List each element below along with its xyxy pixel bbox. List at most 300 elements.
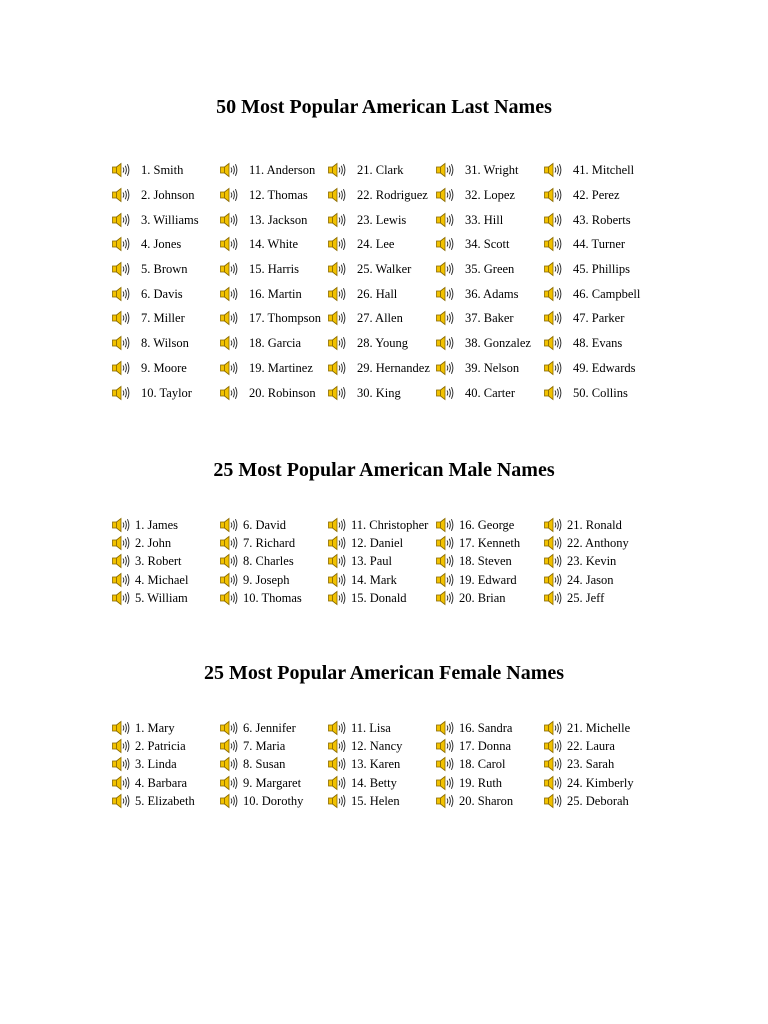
name-label: 5. William: [135, 590, 188, 605]
name-entry: [111, 792, 219, 810]
name-entry: [111, 356, 219, 381]
name-label: 2. Patricia: [135, 739, 186, 754]
name-entry: [435, 331, 543, 356]
name-label: 4. Barbara: [135, 775, 188, 790]
name-entry: [543, 232, 651, 257]
name-label: 43. Roberts: [573, 212, 631, 227]
name-entry: [111, 183, 219, 208]
name-label: 22. Anthony: [567, 536, 629, 551]
last-names-title: 50 Most Popular American Last Names: [216, 96, 552, 118]
speaker-icon[interactable]: [435, 572, 455, 588]
name-label: 42. Perez: [573, 188, 620, 203]
speaker-icon[interactable]: [327, 517, 347, 533]
speaker-icon[interactable]: [111, 187, 131, 203]
speaker-icon[interactable]: [435, 187, 455, 203]
name-entry: [543, 755, 651, 773]
name-entry: [219, 755, 327, 773]
speaker-icon[interactable]: [543, 162, 563, 178]
name-label: 9. Joseph: [243, 572, 290, 587]
name-entry: [327, 183, 435, 208]
speaker-icon[interactable]: [327, 590, 347, 606]
name-entry: [435, 737, 543, 755]
speaker-icon[interactable]: [435, 553, 455, 569]
name-label: 47. Parker: [573, 311, 625, 326]
name-label: 9. Margaret: [243, 775, 302, 790]
name-label: 17. Thompson: [249, 311, 321, 326]
name-label: 20. Robinson: [249, 385, 316, 400]
speaker-icon[interactable]: [111, 335, 131, 351]
speaker-icon[interactable]: [327, 738, 347, 754]
name-label: 27. Allen: [357, 311, 403, 326]
speaker-icon[interactable]: [327, 793, 347, 809]
name-label: 33. Hill: [465, 212, 504, 227]
name-entry: [111, 207, 219, 232]
name-label: 14. White: [249, 237, 299, 252]
speaker-icon[interactable]: [219, 553, 239, 569]
name-entry: [111, 719, 219, 737]
name-entry: [435, 571, 543, 589]
speaker-icon[interactable]: [327, 335, 347, 351]
name-label: 34. Scott: [465, 237, 510, 252]
speaker-icon[interactable]: [219, 793, 239, 809]
name-entry: [219, 306, 327, 331]
speaker-icon[interactable]: [327, 261, 347, 277]
speaker-icon[interactable]: [219, 738, 239, 754]
name-label: 38. Gonzalez: [465, 336, 531, 351]
speaker-icon[interactable]: [111, 261, 131, 277]
name-label: 29. Hernandez: [357, 360, 430, 375]
name-label: 10. Thomas: [243, 590, 302, 605]
name-label: 8. Susan: [243, 757, 286, 772]
speaker-icon[interactable]: [435, 738, 455, 754]
name-entry: [435, 207, 543, 232]
speaker-icon[interactable]: [219, 775, 239, 791]
name-entry: [111, 755, 219, 773]
name-entry: [543, 207, 651, 232]
name-entry: [543, 331, 651, 356]
speaker-icon[interactable]: [543, 793, 563, 809]
name-label: 12. Daniel: [351, 536, 404, 551]
name-entry: [435, 534, 543, 552]
name-entry: [111, 380, 219, 405]
name-entry: [111, 552, 219, 570]
name-label: 48. Evans: [573, 336, 623, 351]
speaker-icon[interactable]: [435, 212, 455, 228]
name-entry: [327, 207, 435, 232]
name-label: 3. Robert: [135, 554, 182, 569]
name-label: 1. Smith: [141, 163, 184, 178]
name-label: 13. Jackson: [249, 212, 308, 227]
speaker-icon[interactable]: [219, 720, 239, 736]
speaker-icon[interactable]: [219, 572, 239, 588]
name-label: 12. Thomas: [249, 188, 308, 203]
name-label: 9. Moore: [141, 360, 187, 375]
speaker-icon[interactable]: [111, 793, 131, 809]
speaker-icon[interactable]: [219, 335, 239, 351]
name-label: 15. Donald: [351, 590, 407, 605]
name-label: 11. Anderson: [249, 163, 316, 178]
name-entry: [543, 737, 651, 755]
name-entry: [435, 356, 543, 381]
name-entry: [111, 774, 219, 792]
name-label: 13. Karen: [351, 757, 401, 772]
speaker-icon[interactable]: [435, 793, 455, 809]
name-entry: [327, 281, 435, 306]
name-entry: [543, 719, 651, 737]
speaker-icon[interactable]: [111, 756, 131, 772]
name-entry: [543, 356, 651, 381]
speaker-icon[interactable]: [219, 517, 239, 533]
name-entry: [543, 589, 651, 607]
name-entry: [435, 183, 543, 208]
female-names-grid: [111, 719, 671, 810]
speaker-icon[interactable]: [327, 360, 347, 376]
name-label: 23. Kevin: [567, 554, 617, 569]
name-label: 10. Dorothy: [243, 793, 304, 808]
name-label: 8. Wilson: [141, 336, 189, 351]
name-label: 6. Jennifer: [243, 721, 296, 736]
name-entry: [327, 571, 435, 589]
name-label: 6. David: [243, 518, 287, 533]
name-label: 45. Phillips: [573, 262, 630, 277]
speaker-icon[interactable]: [543, 535, 563, 551]
name-entry: [219, 774, 327, 792]
speaker-icon[interactable]: [111, 360, 131, 376]
name-entry: [327, 552, 435, 570]
name-entry: [543, 306, 651, 331]
speaker-icon[interactable]: [111, 553, 131, 569]
name-entry: [111, 158, 219, 183]
name-label: 18. Garcia: [249, 336, 302, 351]
name-label: 24. Jason: [567, 572, 614, 587]
name-entry: [435, 281, 543, 306]
speaker-icon[interactable]: [327, 553, 347, 569]
name-label: 49. Edwards: [573, 360, 636, 375]
name-entry: [219, 534, 327, 552]
name-label: 19. Edward: [459, 572, 517, 587]
name-entry: [219, 356, 327, 381]
name-label: 25. Walker: [357, 262, 412, 277]
name-entry: [543, 552, 651, 570]
name-label: 4. Jones: [141, 237, 182, 252]
name-entry: [327, 331, 435, 356]
speaker-icon[interactable]: [543, 360, 563, 376]
name-entry: [327, 380, 435, 405]
name-label: 7. Maria: [243, 739, 286, 754]
name-entry: [543, 281, 651, 306]
speaker-icon[interactable]: [543, 286, 563, 302]
name-entry: [435, 774, 543, 792]
speaker-icon[interactable]: [111, 162, 131, 178]
name-label: 28. Young: [357, 336, 409, 351]
speaker-icon[interactable]: [219, 756, 239, 772]
name-label: 17. Donna: [459, 739, 512, 754]
name-entry: [327, 792, 435, 810]
speaker-icon[interactable]: [435, 535, 455, 551]
name-label: 16. Sandra: [459, 721, 513, 736]
name-label: 3. Linda: [135, 757, 177, 772]
name-label: 24. Kimberly: [567, 775, 634, 790]
speaker-icon[interactable]: [327, 162, 347, 178]
name-entry: [111, 331, 219, 356]
name-label: 24. Lee: [357, 237, 395, 252]
name-label: 16. Martin: [249, 286, 302, 301]
name-label: 50. Collins: [573, 385, 628, 400]
name-entry: [543, 257, 651, 282]
name-label: 2. John: [135, 536, 172, 551]
name-entry: [327, 356, 435, 381]
speaker-icon[interactable]: [543, 261, 563, 277]
name-entry: [219, 331, 327, 356]
speaker-icon[interactable]: [111, 236, 131, 252]
speaker-icon[interactable]: [543, 553, 563, 569]
name-entry: [543, 516, 651, 534]
speaker-icon[interactable]: [543, 738, 563, 754]
name-label: 18. Carol: [459, 757, 506, 772]
name-entry: [435, 516, 543, 534]
name-entry: [111, 737, 219, 755]
name-entry: [435, 158, 543, 183]
speaker-icon[interactable]: [111, 385, 131, 401]
name-entry: [543, 380, 651, 405]
name-label: 15. Helen: [351, 793, 400, 808]
speaker-icon[interactable]: [543, 335, 563, 351]
name-label: 18. Steven: [459, 554, 512, 569]
name-label: 3. Williams: [141, 212, 199, 227]
name-entry: [327, 158, 435, 183]
speaker-icon[interactable]: [435, 162, 455, 178]
name-entry: [327, 774, 435, 792]
speaker-icon[interactable]: [219, 310, 239, 326]
speaker-icon[interactable]: [435, 286, 455, 302]
speaker-icon[interactable]: [543, 517, 563, 533]
name-label: 26. Hall: [357, 286, 398, 301]
name-entry: [327, 306, 435, 331]
speaker-icon[interactable]: [435, 261, 455, 277]
speaker-icon[interactable]: [219, 261, 239, 277]
name-entry: [219, 281, 327, 306]
speaker-icon[interactable]: [435, 517, 455, 533]
speaker-icon[interactable]: [111, 310, 131, 326]
speaker-icon[interactable]: [327, 720, 347, 736]
name-label: 1. Mary: [135, 721, 175, 736]
name-label: 25. Jeff: [567, 590, 605, 605]
name-entry: [327, 534, 435, 552]
speaker-icon[interactable]: [111, 775, 131, 791]
name-label: 46. Campbell: [573, 286, 641, 301]
speaker-icon[interactable]: [219, 590, 239, 606]
name-label: 30. King: [357, 385, 401, 400]
name-label: 15. Harris: [249, 262, 299, 277]
speaker-icon[interactable]: [543, 187, 563, 203]
speaker-icon[interactable]: [435, 756, 455, 772]
name-entry: [219, 380, 327, 405]
speaker-icon[interactable]: [327, 385, 347, 401]
name-entry: [111, 281, 219, 306]
name-entry: [219, 257, 327, 282]
speaker-icon[interactable]: [111, 590, 131, 606]
speaker-icon[interactable]: [219, 286, 239, 302]
speaker-icon[interactable]: [327, 236, 347, 252]
speaker-icon[interactable]: [111, 286, 131, 302]
name-label: 21. Michelle: [567, 721, 631, 736]
name-label: 36. Adams: [465, 286, 519, 301]
speaker-icon[interactable]: [219, 162, 239, 178]
name-entry: [219, 571, 327, 589]
male-names-title: 25 Most Popular American Male Names: [213, 459, 555, 481]
speaker-icon[interactable]: [327, 756, 347, 772]
speaker-icon[interactable]: [543, 590, 563, 606]
name-entry: [435, 552, 543, 570]
name-entry: [327, 589, 435, 607]
name-entry: [435, 719, 543, 737]
speaker-icon[interactable]: [327, 310, 347, 326]
name-entry: [111, 571, 219, 589]
speaker-icon[interactable]: [435, 775, 455, 791]
name-label: 22. Rodriguez: [357, 188, 428, 203]
name-label: 35. Green: [465, 262, 515, 277]
name-label: 21. Clark: [357, 163, 404, 178]
speaker-icon[interactable]: [543, 236, 563, 252]
name-entry: [111, 516, 219, 534]
speaker-icon[interactable]: [327, 212, 347, 228]
name-entry: [543, 183, 651, 208]
speaker-icon[interactable]: [543, 310, 563, 326]
speaker-icon[interactable]: [111, 720, 131, 736]
speaker-icon[interactable]: [111, 212, 131, 228]
name-label: 39. Nelson: [465, 360, 520, 375]
speaker-icon[interactable]: [543, 385, 563, 401]
name-label: 37. Baker: [465, 311, 514, 326]
name-entry: [111, 257, 219, 282]
speaker-icon[interactable]: [327, 187, 347, 203]
name-entry: [219, 719, 327, 737]
name-label: 23. Sarah: [567, 757, 615, 772]
name-label: 44. Turner: [573, 237, 626, 252]
name-entry: [219, 589, 327, 607]
name-entry: [219, 737, 327, 755]
speaker-icon[interactable]: [435, 720, 455, 736]
name-entry: [219, 183, 327, 208]
name-entry: [543, 571, 651, 589]
speaker-icon[interactable]: [219, 360, 239, 376]
name-label: 23. Lewis: [357, 212, 407, 227]
name-entry: [327, 257, 435, 282]
name-entry: [435, 589, 543, 607]
speaker-icon[interactable]: [219, 535, 239, 551]
speaker-icon[interactable]: [543, 572, 563, 588]
name-entry: [327, 737, 435, 755]
name-entry: [435, 380, 543, 405]
name-entry: [219, 232, 327, 257]
name-label: 5. Elizabeth: [135, 793, 195, 808]
speaker-icon[interactable]: [327, 535, 347, 551]
name-label: 1. James: [135, 518, 179, 533]
name-label: 14. Mark: [351, 572, 397, 587]
speaker-icon[interactable]: [219, 187, 239, 203]
speaker-icon[interactable]: [327, 286, 347, 302]
name-label: 4. Michael: [135, 572, 189, 587]
name-entry: [327, 232, 435, 257]
speaker-icon[interactable]: [111, 535, 131, 551]
name-label: 11. Lisa: [351, 721, 391, 736]
name-entry: [435, 232, 543, 257]
name-entry: [327, 719, 435, 737]
male-names-grid: [111, 516, 671, 607]
speaker-icon[interactable]: [435, 236, 455, 252]
speaker-icon[interactable]: [327, 775, 347, 791]
name-entry: [543, 792, 651, 810]
name-label: 22. Laura: [567, 739, 615, 754]
speaker-icon[interactable]: [435, 385, 455, 401]
speaker-icon[interactable]: [543, 775, 563, 791]
speaker-icon[interactable]: [327, 572, 347, 588]
name-entry: [543, 534, 651, 552]
name-entry: [327, 755, 435, 773]
name-entry: [327, 516, 435, 534]
name-label: 40. Carter: [465, 385, 515, 400]
name-entry: [219, 516, 327, 534]
name-entry: [111, 534, 219, 552]
name-entry: [219, 158, 327, 183]
name-label: 12. Nancy: [351, 739, 403, 754]
speaker-icon[interactable]: [435, 310, 455, 326]
speaker-icon[interactable]: [219, 385, 239, 401]
speaker-icon[interactable]: [435, 335, 455, 351]
name-entry: [111, 306, 219, 331]
name-label: 31. Wright: [465, 163, 519, 178]
name-entry: [111, 232, 219, 257]
name-label: 41. Mitchell: [573, 163, 635, 178]
name-label: 5. Brown: [141, 262, 188, 277]
name-label: 19. Ruth: [459, 775, 503, 790]
name-entry: [543, 774, 651, 792]
name-entry: [435, 306, 543, 331]
speaker-icon[interactable]: [111, 517, 131, 533]
speaker-icon[interactable]: [111, 572, 131, 588]
speaker-icon[interactable]: [219, 236, 239, 252]
name-label: 20. Brian: [459, 590, 506, 605]
name-label: 32. Lopez: [465, 188, 515, 203]
name-label: 6. Davis: [141, 286, 183, 301]
name-entry: [435, 792, 543, 810]
name-label: 7. Richard: [243, 536, 296, 551]
name-label: 13. Paul: [351, 554, 392, 569]
name-label: 14. Betty: [351, 775, 397, 790]
last-names-grid: [111, 158, 671, 405]
speaker-icon[interactable]: [219, 212, 239, 228]
speaker-icon[interactable]: [111, 738, 131, 754]
name-label: 16. George: [459, 518, 515, 533]
name-label: 7. Miller: [141, 311, 185, 326]
name-label: 11. Christopher: [351, 518, 429, 533]
female-names-title: 25 Most Popular American Female Names: [203, 662, 565, 684]
name-label: 25. Deborah: [567, 793, 629, 808]
name-label: 20. Sharon: [459, 793, 514, 808]
speaker-icon[interactable]: [435, 360, 455, 376]
name-label: 21. Ronald: [567, 518, 622, 533]
name-entry: [543, 158, 651, 183]
name-entry: [219, 552, 327, 570]
speaker-icon[interactable]: [435, 590, 455, 606]
name-entry: [219, 207, 327, 232]
speaker-icon[interactable]: [543, 756, 563, 772]
name-label: 17. Kenneth: [459, 536, 521, 551]
name-entry: [111, 589, 219, 607]
speaker-icon[interactable]: [543, 720, 563, 736]
name-entry: [219, 792, 327, 810]
speaker-icon[interactable]: [543, 212, 563, 228]
